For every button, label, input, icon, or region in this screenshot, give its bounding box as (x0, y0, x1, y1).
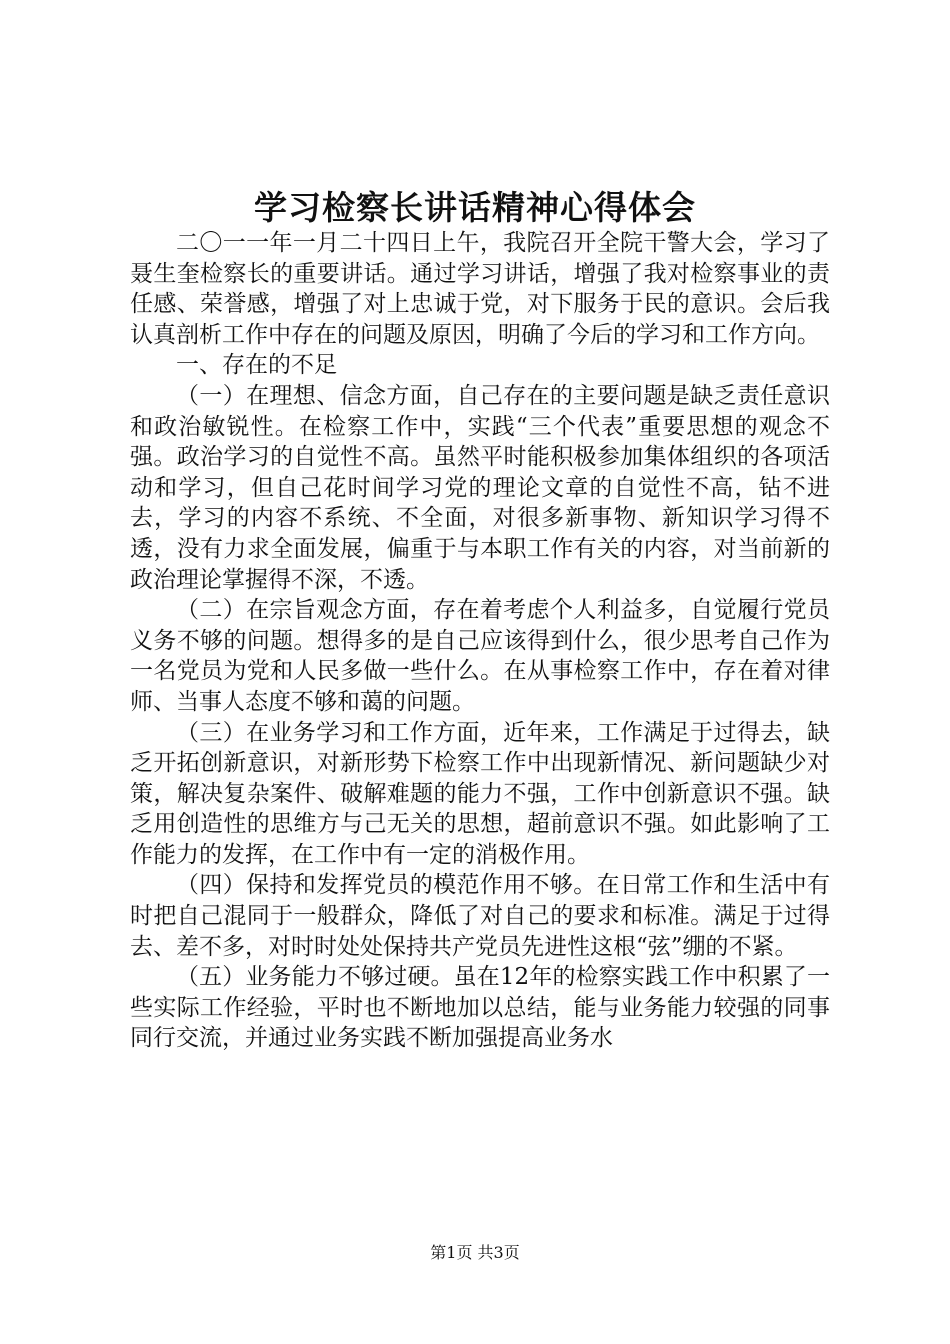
paragraph-intro: 二〇一一年一月二十四日上午，我院召开全院干警大会，学习了聂生奎检察长的重要讲话。通过学习讲话，增强了我对检察事业的责任感、荣誉感，增强了对上忠诚于党，对下服务于民的意识。会后我认真剖析工作中存在的问题及原因，明确了今后的学习和工作方向。 (130, 230, 830, 348)
page-footer: 第1页 共3页 (430, 1243, 520, 1262)
paragraph-item-3: （三）在业务学习和工作方面，近年来，工作满足于过得去，缺乏开拓创新意识，对新形势下检察工作中出现新情况、新问题缺少对策，解决复杂案件、破解难题的能力不强，工作中创新意识不强。缺乏用创造性的思维方与己无关的思想，超前意识不强。如此影响了工作能力的发挥，在工作中有一定的消极作用。 (130, 719, 830, 868)
document-body (130, 228, 830, 1054)
section-heading-shortcomings: 一、存在的不足 (176, 352, 337, 379)
paragraph-item-4: （四）保持和发挥党员的模范作用不够。在日常工作和生活中有时把自己混同于一般群众，降低了对自己的要求和标准。满足于过得去、差不多，对时时处处保持共产党员先进性这根“弦”绷的不紧。 (130, 872, 830, 960)
paragraph-item-5: （五）业务能力不够过硬。虽在12年的检察实践工作中积累了一些实际工作经验，平时也不断地加以总结，能与业务能力较强的同事同行交流，并通过业务实践不断加强提高业务水 (130, 964, 830, 1052)
paragraph-item-2: （二）在宗旨观念方面，存在着考虑个人利益多，自觉履行党员义务不够的问题。想得多的是自己应该得到什么，很少思考自己作为一名党员为党和人民多做一些什么。在从事检察工作中，存在着对律师、当事人态度不够和蔼的问题。 (130, 597, 830, 715)
paragraph-item-1: （一）在理想、信念方面，自己存在的主要问题是缺乏责任意识和政治敏锐性。在检察工作中，实践“三个代表”重要思想的观念不强。政治学习的自觉性不高。虽然平时能积极参加集体组织的各项活动和学习，但自己花时间学习党的理论文章的自觉性不高，钻不进去，学习的内容不系统、不全面，对很多新事物、新知识学习得不透，没有力求全面发展，偏重于与本职工作有关的内容，对当前新的政治理论掌握得不深，不透。 (130, 382, 830, 593)
document-title: 学习检察长讲话精神心得体会 (254, 188, 696, 227)
